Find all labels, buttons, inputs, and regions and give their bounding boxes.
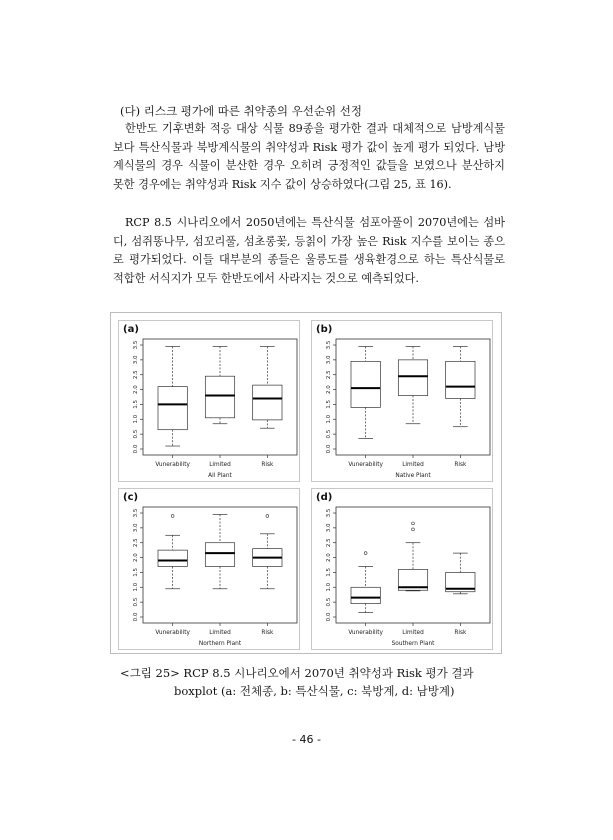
chart-title: All Plant bbox=[208, 473, 232, 479]
y-tick-label: 3.0 bbox=[326, 523, 332, 533]
figure-caption-line2: boxplot (a: 전체종, b: 특산식물, c: 북방계, d: 남방계) bbox=[174, 684, 455, 698]
y-tick-label: 3.0 bbox=[326, 355, 332, 365]
box bbox=[158, 387, 187, 430]
x-tick-label: Risk bbox=[454, 462, 467, 468]
y-tick-label: 0.5 bbox=[133, 429, 139, 439]
x-tick-label: Risk bbox=[261, 462, 274, 468]
chart-title: Northern Plant bbox=[198, 641, 242, 647]
panel-label: (c) bbox=[123, 492, 139, 503]
y-tick-label: 1.0 bbox=[326, 582, 332, 592]
x-tick-label: Risk bbox=[261, 630, 274, 636]
y-tick-label: 2.0 bbox=[133, 553, 139, 562]
y-tick-label: 3.0 bbox=[133, 523, 139, 533]
y-tick-label: 2.5 bbox=[133, 370, 139, 380]
y-tick-label: 1.0 bbox=[326, 414, 332, 424]
y-tick-label: 0.5 bbox=[326, 597, 332, 607]
figure-caption: <그림 25> RCP 8.5 시나리오에서 2070년 취약성과 Risk 평가 결과 bbox=[120, 666, 474, 680]
paragraph-1: 한반도 기후변화 적응 대상 식물 89종을 평가한 결과 대체적으로 남방계식물 보다 특산식물과 북방계식물의 취약성과 Risk 평가 값이 높게 평가 되었다. 남방계식물의 경우 식물이 분산한 경우 오히려 긍정적인 값들을 보였으나 분산하지 못한 경우에는 취약성과 Risk 지수 값이 상승하였다(그림 25, 표 16). bbox=[113, 122, 505, 191]
chart-title: Southern Plant bbox=[391, 641, 435, 647]
y-tick-label: 0.0 bbox=[326, 612, 332, 622]
x-tick-label: Risk bbox=[454, 630, 467, 636]
y-tick-label: 3.5 bbox=[326, 508, 332, 518]
y-tick-label: 2.0 bbox=[326, 385, 332, 394]
outlier-point bbox=[412, 528, 415, 531]
paragraph-2: RCP 8.5 시나리오에서 2050년에는 특산식물 섬포아풀이 2070년에는 섬바디, 섬쥐똥나무, 섬꼬리풀, 섬초롱꽃, 등칡이 가장 높은 Risk 지수를 보이는 종으로 평가되었다. 이들 대부분의 종들은 울릉도를 생육환경으로 하는 특산식물로 적합한 서식지가 모두 한반도에서 사라지는 것으로 예측되었다. bbox=[113, 216, 505, 285]
outlier-point bbox=[364, 552, 367, 555]
panel-label: (a) bbox=[123, 324, 139, 335]
y-tick-label: 2.5 bbox=[326, 370, 332, 380]
box bbox=[158, 550, 187, 566]
x-tick-label: Limited bbox=[209, 462, 231, 468]
box bbox=[398, 360, 427, 396]
x-tick-label: Limited bbox=[209, 630, 231, 636]
box bbox=[351, 587, 380, 603]
x-tick-label: Limited bbox=[402, 630, 424, 636]
box bbox=[205, 543, 234, 567]
boxplot-panel-a bbox=[118, 320, 300, 482]
y-tick-label: 3.0 bbox=[133, 355, 139, 365]
y-tick-label: 3.5 bbox=[133, 508, 139, 518]
x-tick-label: Limited bbox=[402, 462, 424, 468]
figure-25 bbox=[110, 312, 502, 654]
y-tick-label: 1.0 bbox=[133, 582, 139, 592]
outlier-point bbox=[412, 522, 415, 525]
y-tick-label: 0.5 bbox=[133, 597, 139, 607]
box bbox=[351, 361, 380, 407]
y-tick-label: 3.5 bbox=[133, 340, 139, 350]
boxplot-panel-d bbox=[311, 488, 493, 650]
y-tick-label: 1.5 bbox=[133, 400, 139, 409]
boxplot-svg-b bbox=[312, 321, 492, 481]
boxplot-panel-b bbox=[311, 320, 493, 482]
y-tick-label: 2.0 bbox=[133, 385, 139, 394]
panel-label: (d) bbox=[316, 492, 333, 503]
y-tick-label: 1.0 bbox=[133, 414, 139, 424]
y-tick-label: 0.0 bbox=[133, 612, 139, 622]
boxplot-svg-c bbox=[119, 489, 299, 649]
y-tick-label: 1.5 bbox=[326, 400, 332, 409]
box bbox=[446, 361, 475, 398]
section-title: (다) 리스크 평가에 따른 취약종의 우선순위 선정 bbox=[120, 104, 362, 118]
boxplot-svg-d bbox=[312, 489, 492, 649]
y-tick-label: 3.5 bbox=[326, 340, 332, 350]
y-tick-label: 2.5 bbox=[326, 538, 332, 548]
x-tick-label: Vunerability bbox=[155, 630, 190, 636]
outlier-point bbox=[266, 515, 269, 518]
boxplot-svg-a bbox=[119, 321, 299, 481]
x-tick-label: Vunerability bbox=[348, 630, 383, 636]
y-tick-label: 0.0 bbox=[326, 444, 332, 454]
y-tick-label: 2.0 bbox=[326, 553, 332, 562]
y-tick-label: 2.5 bbox=[133, 538, 139, 548]
boxplot-panel-c bbox=[118, 488, 300, 650]
outlier-point bbox=[171, 515, 174, 518]
box bbox=[205, 376, 234, 418]
x-tick-label: Vunerability bbox=[348, 462, 383, 468]
y-tick-label: 0.0 bbox=[133, 444, 139, 454]
page-number: - 46 - bbox=[292, 733, 321, 746]
chart-title: Native Plant bbox=[395, 473, 431, 479]
box bbox=[253, 385, 282, 420]
y-tick-label: 1.5 bbox=[133, 568, 139, 577]
x-tick-label: Vunerability bbox=[155, 462, 190, 468]
y-tick-label: 1.5 bbox=[326, 568, 332, 577]
y-tick-label: 0.5 bbox=[326, 429, 332, 439]
panel-label: (b) bbox=[316, 324, 333, 335]
